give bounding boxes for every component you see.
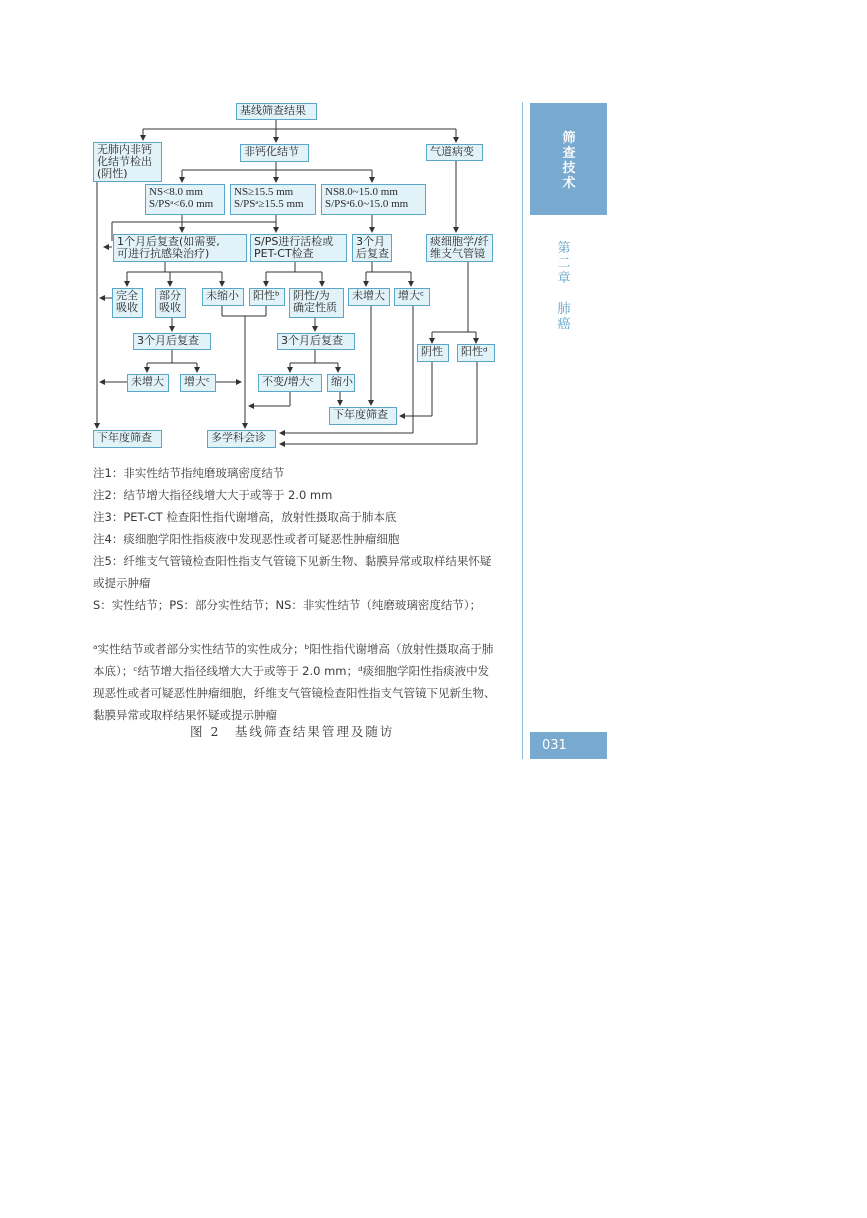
- node-positive-d: 阳性ᵈ: [457, 344, 495, 362]
- note-footnotes: ᵃ实性结节或者部分实性结节的实性成分；ᵇ阳性指代谢增高（放射性摄取高于肺本底）；ᶜ结节增大指径线增大大于或等于 2.0 mm；ᵈ痰细胞学阳性指痰液中发现恶性或者可疑恶性肿瘤细胞，纤维支气管镜检查阳性指支气管镜下见新生物、黏膜异常或取样结果怀疑或提示肿瘤: [93, 642, 496, 722]
- node-airway: 气道病变: [426, 144, 483, 161]
- node-ns-mid: NS8.0~15.0 mm S/PSᵃ6.0~15.0 mm: [321, 184, 426, 215]
- node-not-grow-b: 未增大: [127, 374, 169, 392]
- node-root: 基线筛查结果: [236, 103, 317, 120]
- node-negative-undetermined: 阴性/为 确定性质: [289, 288, 344, 318]
- section-title: 筛 查 技 术: [562, 131, 576, 191]
- node-shrink: 缩小: [327, 374, 355, 392]
- node-not-grow-a: 未增大: [348, 288, 390, 306]
- node-sputum: 痰细胞学/纤 维支气管镜: [426, 234, 493, 262]
- node-3-month-b: 3个月后复查: [133, 333, 211, 350]
- node-3-month-c: 3个月后复查: [277, 333, 355, 350]
- chapter-title: 第 二 章 肺 癌: [557, 241, 571, 332]
- node-biopsy: S/PS进行活检或 PET-CT检查: [250, 234, 347, 262]
- node-no-nodule: 无肺内非钙 化结节检出 (阴性): [93, 142, 162, 182]
- note-abbreviations: S：实性结节；PS：部分实性结节；NS：非实性结节（纯磨玻璃密度结节）；: [93, 598, 482, 612]
- section-tab: [530, 103, 607, 215]
- note-2: 注2：结节增大指径线增大大于或等于 2.0 mm: [93, 488, 333, 502]
- node-ns-under-8: NS<8.0 mm S/PSᵃ<6.0 mm: [145, 184, 225, 215]
- node-ns-over-15: NS≥15.5 mm S/PSᵃ≥15.5 mm: [230, 184, 316, 215]
- node-complete-absorb: 完全 吸收: [112, 288, 143, 318]
- node-same-grow: 不变/增大ᶜ: [258, 374, 322, 392]
- note-1: 注1：非实性结节指纯磨玻璃密度结节: [93, 466, 285, 480]
- node-not-shrink: 未缩小: [202, 288, 244, 306]
- node-1-month: 1个月后复查(如需要, 可进行抗感染治疗): [113, 234, 247, 262]
- flowchart: [0, 0, 867, 460]
- node-non-calcified: 非钙化结节: [240, 144, 309, 162]
- node-partial-absorb: 部分 吸收: [155, 288, 186, 318]
- note-3: 注3：PET-CT 检查阳性指代谢增高，放射性摄取高于肺本底: [93, 510, 397, 524]
- note-4: 注4：痰细胞学阳性指痰液中发现恶性或者可疑恶性肿瘤细胞: [93, 532, 400, 546]
- node-grow-b: 增大ᶜ: [180, 374, 216, 392]
- node-positive-b: 阳性ᵇ: [249, 288, 285, 306]
- page-number: 031: [530, 732, 607, 759]
- sidebar-rule: [522, 102, 523, 759]
- node-next-year-a: 下年度筛查: [93, 430, 162, 448]
- note-5: 注5：纤维支气管镜检查阳性指支气管镜下见新生物、黏膜异常或取样结果怀疑或提示肿瘤: [93, 554, 492, 590]
- node-next-year-b: 下年度筛查: [329, 407, 397, 425]
- figure-caption: 图 2 基线筛查结果管理及随访: [190, 724, 395, 739]
- node-grow-a: 增大ᶜ: [394, 288, 430, 306]
- node-3-month-a: 3个月 后复查: [352, 234, 392, 262]
- node-mdt: 多学科会诊: [207, 430, 276, 448]
- node-negative: 阴性: [417, 344, 449, 362]
